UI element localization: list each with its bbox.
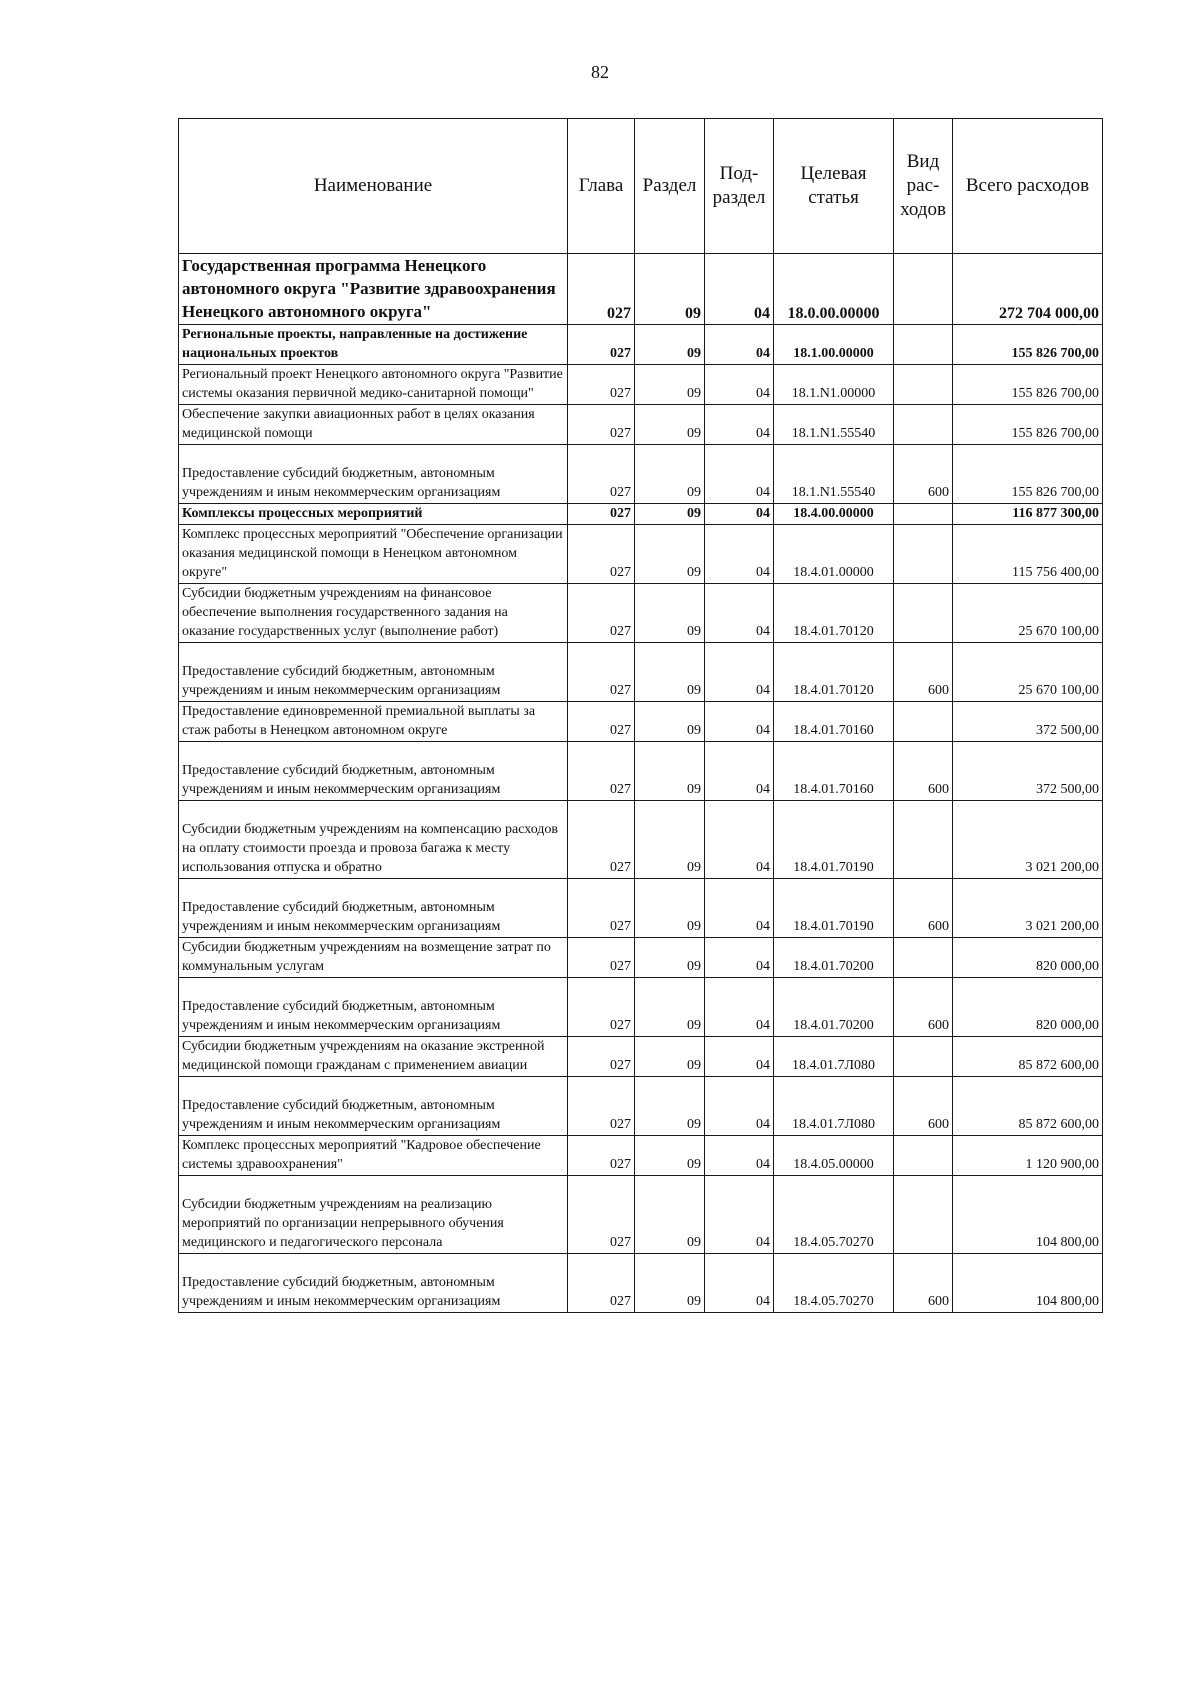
row-name: Субсидии бюджетным учреждениям на оказание экстренной медицинской помощи гражданам с применением авиации xyxy=(179,1037,568,1077)
row-vid-rashodov: 600 xyxy=(894,643,953,702)
row-name: Комплекс процессных мероприятий "Кадровое обеспечение системы здравоохранения" xyxy=(179,1136,568,1176)
table-row xyxy=(179,938,1103,978)
row-name: Предоставление субсидий бюджетным, автономным учреждениям и иным некоммерческим организациям xyxy=(179,445,568,504)
row-glava: 027 xyxy=(568,504,635,525)
row-glava: 027 xyxy=(568,405,635,445)
row-celevaya-statya: 18.4.01.70200 xyxy=(774,978,894,1037)
row-vid-rashodov xyxy=(894,801,953,879)
row-name: Предоставление субсидий бюджетным, автономным учреждениям и иным некоммерческим организациям xyxy=(179,742,568,801)
row-razdel: 09 xyxy=(635,702,705,742)
row-glava: 027 xyxy=(568,1037,635,1077)
row-podrazdel: 04 xyxy=(705,742,774,801)
row-podrazdel: 04 xyxy=(705,1037,774,1077)
row-podrazdel: 04 xyxy=(705,584,774,643)
row-total: 104 800,00 xyxy=(953,1176,1103,1254)
row-vid-rashodov xyxy=(894,325,953,365)
row-razdel: 09 xyxy=(635,938,705,978)
row-celevaya-statya: 18.4.01.70160 xyxy=(774,742,894,801)
header-vid-rashodov: Вид рас- ходов xyxy=(894,119,953,254)
table-row xyxy=(179,525,1103,584)
row-glava: 027 xyxy=(568,365,635,405)
table-row xyxy=(179,1037,1103,1077)
row-razdel: 09 xyxy=(635,254,705,325)
table-header xyxy=(179,119,1103,254)
row-name: Предоставление субсидий бюджетным, автономным учреждениям и иным некоммерческим организациям xyxy=(179,1254,568,1313)
row-name: Предоставление субсидий бюджетным, автономным учреждениям и иным некоммерческим организациям xyxy=(179,978,568,1037)
row-celevaya-statya: 18.0.00.00000 xyxy=(774,254,894,325)
row-vid-rashodov: 600 xyxy=(894,879,953,938)
row-vid-rashodov xyxy=(894,525,953,584)
row-razdel: 09 xyxy=(635,525,705,584)
row-vid-rashodov xyxy=(894,584,953,643)
row-razdel: 09 xyxy=(635,801,705,879)
row-glava: 027 xyxy=(568,801,635,879)
row-celevaya-statya: 18.4.01.70190 xyxy=(774,879,894,938)
row-glava: 027 xyxy=(568,584,635,643)
row-total: 25 670 100,00 xyxy=(953,584,1103,643)
row-razdel: 09 xyxy=(635,504,705,525)
header-total: Всего расходов xyxy=(953,119,1103,254)
row-vid-rashodov xyxy=(894,254,953,325)
row-name: Субсидии бюджетным учреждениям на возмещение затрат по коммунальным услугам xyxy=(179,938,568,978)
row-name: Комплексы процессных мероприятий xyxy=(179,504,568,525)
row-glava: 027 xyxy=(568,254,635,325)
row-total: 272 704 000,00 xyxy=(953,254,1103,325)
row-total: 1 120 900,00 xyxy=(953,1136,1103,1176)
budget-table xyxy=(178,118,1103,1313)
row-celevaya-statya: 18.4.05.70270 xyxy=(774,1176,894,1254)
row-total: 85 872 600,00 xyxy=(953,1037,1103,1077)
row-glava: 027 xyxy=(568,879,635,938)
row-podrazdel: 04 xyxy=(705,978,774,1037)
row-razdel: 09 xyxy=(635,584,705,643)
row-name: Субсидии бюджетным учреждениям на реализацию мероприятий по организации непрерывного обучения медицинского и педагогического персонала xyxy=(179,1176,568,1254)
row-razdel: 09 xyxy=(635,1136,705,1176)
row-celevaya-statya: 18.1.N1.55540 xyxy=(774,445,894,504)
row-celevaya-statya: 18.1.N1.00000 xyxy=(774,365,894,405)
row-name: Государственная программа Ненецкого автономного округа "Развитие здравоохранения Ненецкого автономного округа" xyxy=(179,254,568,325)
row-razdel: 09 xyxy=(635,879,705,938)
row-razdel: 09 xyxy=(635,365,705,405)
row-total: 115 756 400,00 xyxy=(953,525,1103,584)
page-number: 82 xyxy=(591,62,609,82)
row-name: Региональные проекты, направленные на достижение национальных проектов xyxy=(179,325,568,365)
row-total: 155 826 700,00 xyxy=(953,365,1103,405)
row-glava: 027 xyxy=(568,742,635,801)
row-razdel: 09 xyxy=(635,1254,705,1313)
row-podrazdel: 04 xyxy=(705,504,774,525)
row-podrazdel: 04 xyxy=(705,1136,774,1176)
row-glava: 027 xyxy=(568,938,635,978)
header-glava: Глава xyxy=(568,119,635,254)
row-total: 820 000,00 xyxy=(953,978,1103,1037)
row-razdel: 09 xyxy=(635,1176,705,1254)
table-row xyxy=(179,325,1103,365)
row-total: 104 800,00 xyxy=(953,1254,1103,1313)
row-vid-rashodov xyxy=(894,938,953,978)
table-row xyxy=(179,702,1103,742)
row-celevaya-statya: 18.4.00.00000 xyxy=(774,504,894,525)
row-razdel: 09 xyxy=(635,643,705,702)
row-podrazdel: 04 xyxy=(705,445,774,504)
row-podrazdel: 04 xyxy=(705,325,774,365)
row-name: Предоставление единовременной премиальной выплаты за стаж работы в Ненецком автономном округе xyxy=(179,702,568,742)
table-row xyxy=(179,801,1103,879)
row-celevaya-statya: 18.4.01.70160 xyxy=(774,702,894,742)
table-row xyxy=(179,254,1103,325)
row-total: 3 021 200,00 xyxy=(953,801,1103,879)
row-razdel: 09 xyxy=(635,445,705,504)
row-name: Региональный проект Ненецкого автономного округа "Развитие системы оказания первичной медико-санитарной помощи" xyxy=(179,365,568,405)
row-total: 155 826 700,00 xyxy=(953,325,1103,365)
row-total: 372 500,00 xyxy=(953,702,1103,742)
row-glava: 027 xyxy=(568,1176,635,1254)
row-total: 116 877 300,00 xyxy=(953,504,1103,525)
row-vid-rashodov xyxy=(894,1136,953,1176)
row-glava: 027 xyxy=(568,702,635,742)
row-name: Предоставление субсидий бюджетным, автономным учреждениям и иным некоммерческим организациям xyxy=(179,879,568,938)
row-glava: 027 xyxy=(568,1077,635,1136)
header-razdel: Раздел xyxy=(635,119,705,254)
row-podrazdel: 04 xyxy=(705,525,774,584)
table-row xyxy=(179,1176,1103,1254)
row-glava: 027 xyxy=(568,445,635,504)
row-podrazdel: 04 xyxy=(705,879,774,938)
row-vid-rashodov xyxy=(894,405,953,445)
table-row xyxy=(179,365,1103,405)
row-vid-rashodov xyxy=(894,1176,953,1254)
row-glava: 027 xyxy=(568,1136,635,1176)
row-name: Субсидии бюджетным учреждениям на компенсацию расходов на оплату стоимости проезда и провоза багажа к месту использования отпуска и обратно xyxy=(179,801,568,879)
table-row xyxy=(179,504,1103,525)
row-podrazdel: 04 xyxy=(705,1077,774,1136)
row-celevaya-statya: 18.4.01.70190 xyxy=(774,801,894,879)
row-podrazdel: 04 xyxy=(705,702,774,742)
row-celevaya-statya: 18.4.05.00000 xyxy=(774,1136,894,1176)
row-name: Комплекс процессных мероприятий "Обеспечение организации оказания медицинской помощи в Ненецком автономном округе" xyxy=(179,525,568,584)
row-razdel: 09 xyxy=(635,1077,705,1136)
row-total: 25 670 100,00 xyxy=(953,643,1103,702)
row-celevaya-statya: 18.4.01.70120 xyxy=(774,584,894,643)
row-total: 155 826 700,00 xyxy=(953,445,1103,504)
row-total: 155 826 700,00 xyxy=(953,405,1103,445)
table-row xyxy=(179,978,1103,1037)
row-razdel: 09 xyxy=(635,1037,705,1077)
row-celevaya-statya: 18.4.01.7Л080 xyxy=(774,1037,894,1077)
row-razdel: 09 xyxy=(635,978,705,1037)
row-celevaya-statya: 18.1.00.00000 xyxy=(774,325,894,365)
table-row xyxy=(179,1136,1103,1176)
row-podrazdel: 04 xyxy=(705,405,774,445)
table-row xyxy=(179,1254,1103,1313)
row-total: 3 021 200,00 xyxy=(953,879,1103,938)
header-name: Наименование xyxy=(179,119,568,254)
row-name: Обеспечение закупки авиационных работ в целях оказания медицинской помощи xyxy=(179,405,568,445)
row-glava: 027 xyxy=(568,525,635,584)
row-razdel: 09 xyxy=(635,405,705,445)
row-vid-rashodov: 600 xyxy=(894,742,953,801)
table-row xyxy=(179,643,1103,702)
table-row xyxy=(179,879,1103,938)
row-podrazdel: 04 xyxy=(705,801,774,879)
row-podrazdel: 04 xyxy=(705,1176,774,1254)
table-body xyxy=(179,254,1103,1313)
row-glava: 027 xyxy=(568,978,635,1037)
row-podrazdel: 04 xyxy=(705,1254,774,1313)
row-vid-rashodov: 600 xyxy=(894,1254,953,1313)
row-podrazdel: 04 xyxy=(705,938,774,978)
row-glava: 027 xyxy=(568,1254,635,1313)
row-vid-rashodov xyxy=(894,365,953,405)
header-celevaya-statya: Целевая статья xyxy=(774,119,894,254)
row-celevaya-statya: 18.4.01.70120 xyxy=(774,643,894,702)
row-celevaya-statya: 18.1.N1.55540 xyxy=(774,405,894,445)
row-celevaya-statya: 18.4.01.7Л080 xyxy=(774,1077,894,1136)
table-row xyxy=(179,445,1103,504)
row-razdel: 09 xyxy=(635,325,705,365)
row-celevaya-statya: 18.4.01.00000 xyxy=(774,525,894,584)
table-row xyxy=(179,405,1103,445)
row-glava: 027 xyxy=(568,643,635,702)
table-row xyxy=(179,742,1103,801)
row-glava: 027 xyxy=(568,325,635,365)
row-total: 372 500,00 xyxy=(953,742,1103,801)
row-vid-rashodov xyxy=(894,504,953,525)
row-name: Субсидии бюджетным учреждениям на финансовое обеспечение выполнения государственного задания на оказание государственных услуг (выполнение работ) xyxy=(179,584,568,643)
row-total: 85 872 600,00 xyxy=(953,1077,1103,1136)
table-row xyxy=(179,584,1103,643)
row-vid-rashodov: 600 xyxy=(894,1077,953,1136)
row-vid-rashodov: 600 xyxy=(894,445,953,504)
table-row xyxy=(179,1077,1103,1136)
row-name: Предоставление субсидий бюджетным, автономным учреждениям и иным некоммерческим организациям xyxy=(179,1077,568,1136)
row-vid-rashodov xyxy=(894,1037,953,1077)
row-podrazdel: 04 xyxy=(705,254,774,325)
row-vid-rashodov: 600 xyxy=(894,978,953,1037)
row-name: Предоставление субсидий бюджетным, автономным учреждениям и иным некоммерческим организациям xyxy=(179,643,568,702)
row-podrazdel: 04 xyxy=(705,643,774,702)
row-total: 820 000,00 xyxy=(953,938,1103,978)
header-podrazdel: Под- раздел xyxy=(705,119,774,254)
row-razdel: 09 xyxy=(635,742,705,801)
row-celevaya-statya: 18.4.05.70270 xyxy=(774,1254,894,1313)
row-celevaya-statya: 18.4.01.70200 xyxy=(774,938,894,978)
row-podrazdel: 04 xyxy=(705,365,774,405)
row-vid-rashodov xyxy=(894,702,953,742)
